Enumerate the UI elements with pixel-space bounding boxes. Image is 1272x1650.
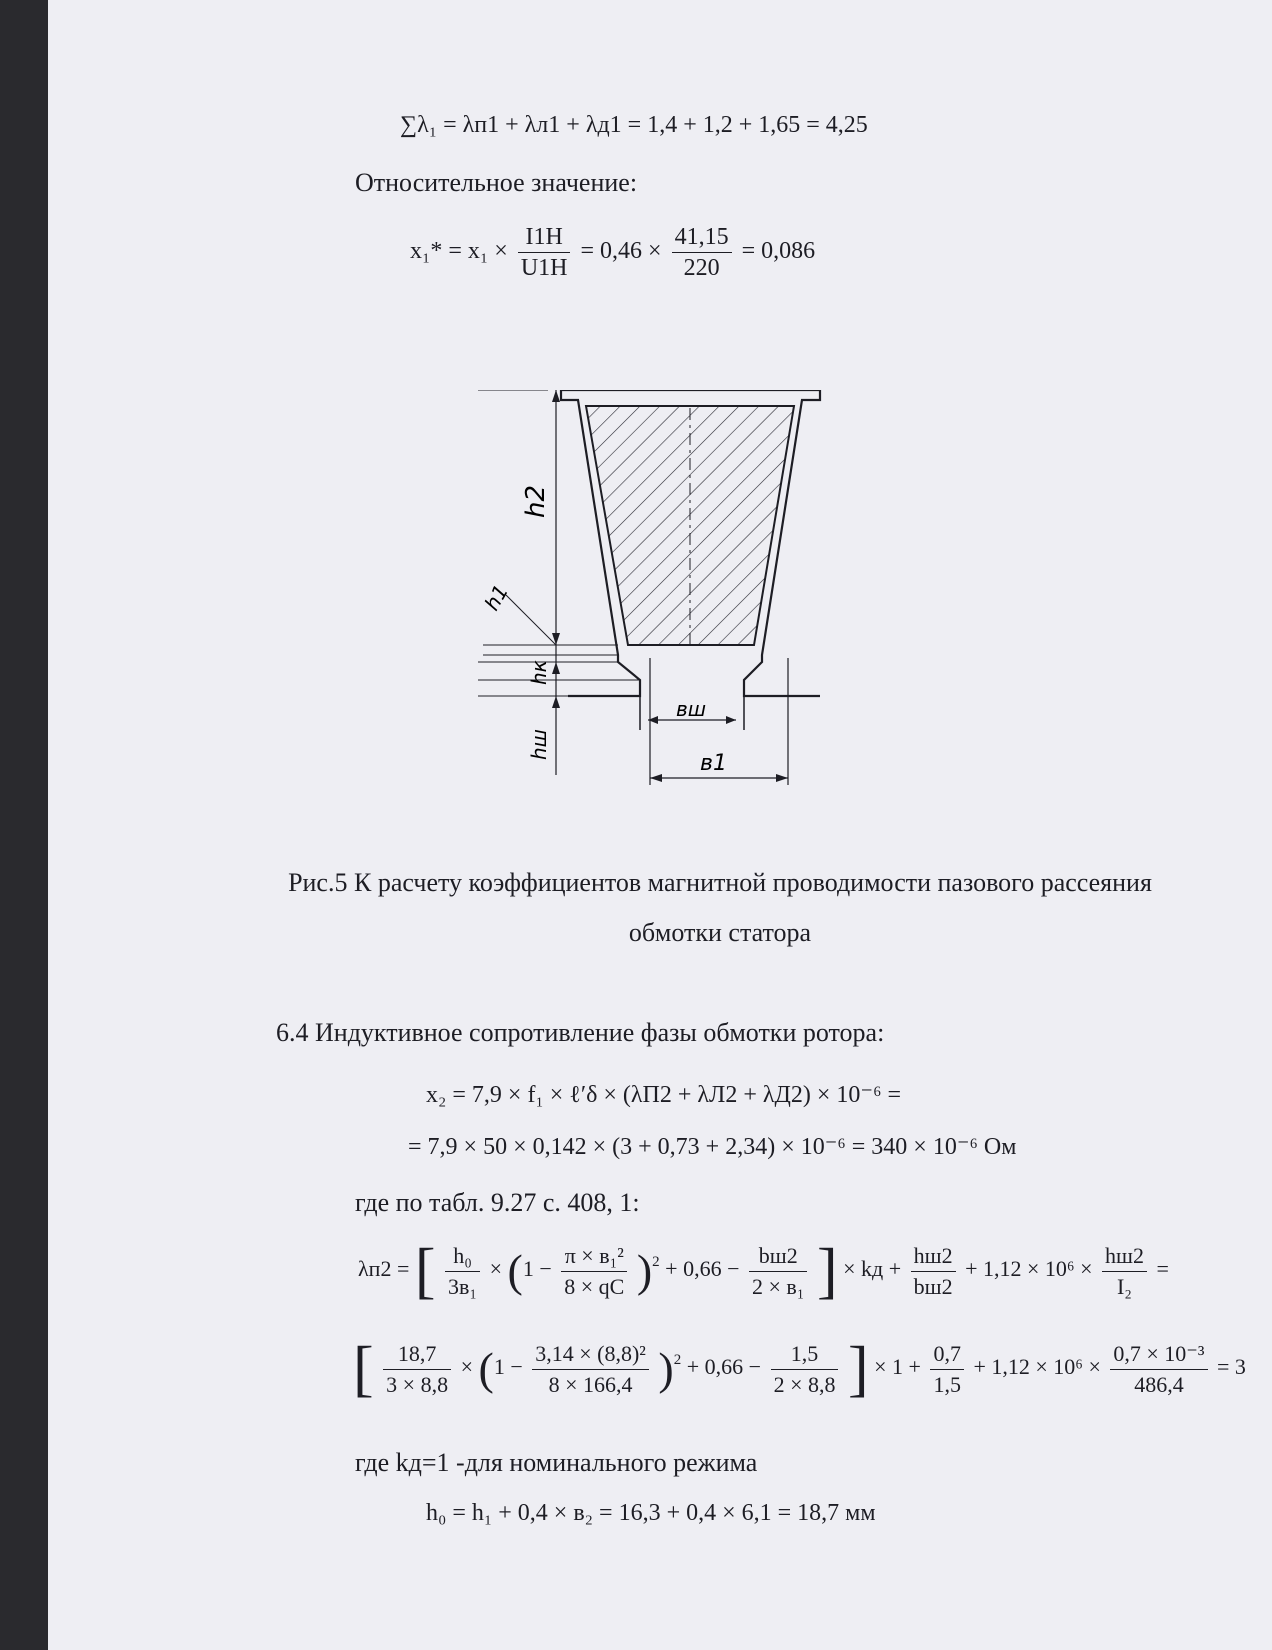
section-6-4-heading: 6.4 Индуктивное сопротивление фазы обмотки ротора:	[276, 1018, 885, 1047]
formula-h0: h₀ = h₁ + 0,4 × в₂ = 16,3 + 0,4 × 6,1 = 18,7 мм	[426, 1500, 876, 1526]
relative-value-label: Относительное значение:	[355, 168, 638, 197]
document-page	[48, 0, 1272, 1650]
label-h1: h1	[479, 580, 514, 615]
label-v1: в1	[700, 751, 727, 776]
formula-x2-line2: = 7,9 × 50 × 0,142 × (3 + 0,73 + 2,34) × 10⁻⁶ = 340 × 10⁻⁶ Ом	[408, 1134, 1017, 1160]
formula-lambda-p2: λп2 = [ $\frac{\text{h₀}}{\text{3в₁}}$ × (1 − $\frac{\text{π × в₁²}}{8 \times qС}$ )$^2$ + 0,66 − $\frac{bш2}{\text{2 × в₁}}$ ] × kд + $\frac{hш2}{bш2}$ + 1,12 × 10⁶ × $\frac{hш2}{\text{I₂}}$ =	[358, 1237, 1169, 1305]
label-vsh: вш	[676, 697, 707, 721]
formula-sum-lambda: ∑λ₁ = λп1 + λл1 + λд1 = 1,4 + 1,2 + 1,65 = 4,25	[400, 112, 868, 138]
where-table-text: где по табл. 9.27 с. 408, 1:	[355, 1188, 640, 1217]
where-kd-text: где kд=1 -для номинального режима	[355, 1448, 758, 1477]
label-hsh: hш	[527, 729, 551, 760]
figure-caption-line1: Рис.5 К расчету коэффициентов магнитной проводимости пазового рассеяния	[288, 868, 1152, 897]
label-h2: h2	[521, 484, 551, 518]
label-hk: hк	[527, 660, 551, 685]
slot-diagram	[418, 390, 848, 820]
figure-caption-line2: обмотки статора	[628, 918, 812, 947]
scan-dark-edge	[0, 0, 48, 1650]
formula-x2-line1: x₂ = 7,9 × f₁ × ℓ′δ × (λП2 + λЛ2 + λД2) × 10⁻⁶ =	[426, 1082, 901, 1108]
formula-lambda-p2-numeric: [ $\frac{18,7}{3 \times 8,8}$ × (1 − $\frac{\text{3,14 × (8,8)²}}{8 \times 166,4}$ )$^2$ + 0,66 − $\frac{1,5}{2 \times 8,8}$ ] × 1 + $\frac{0,7}{1,5}$ + 1,12 × 10⁶ × $\frac{\text{0,7 × 10⁻³}}{486,4}$ = 3	[353, 1335, 1246, 1403]
formula-x1-star: x₁* = x₁ × $\frac{I1Н}{U1Н}$ = 0,46 × $\frac{41,15}{220}$ = 0,086	[410, 224, 816, 281]
